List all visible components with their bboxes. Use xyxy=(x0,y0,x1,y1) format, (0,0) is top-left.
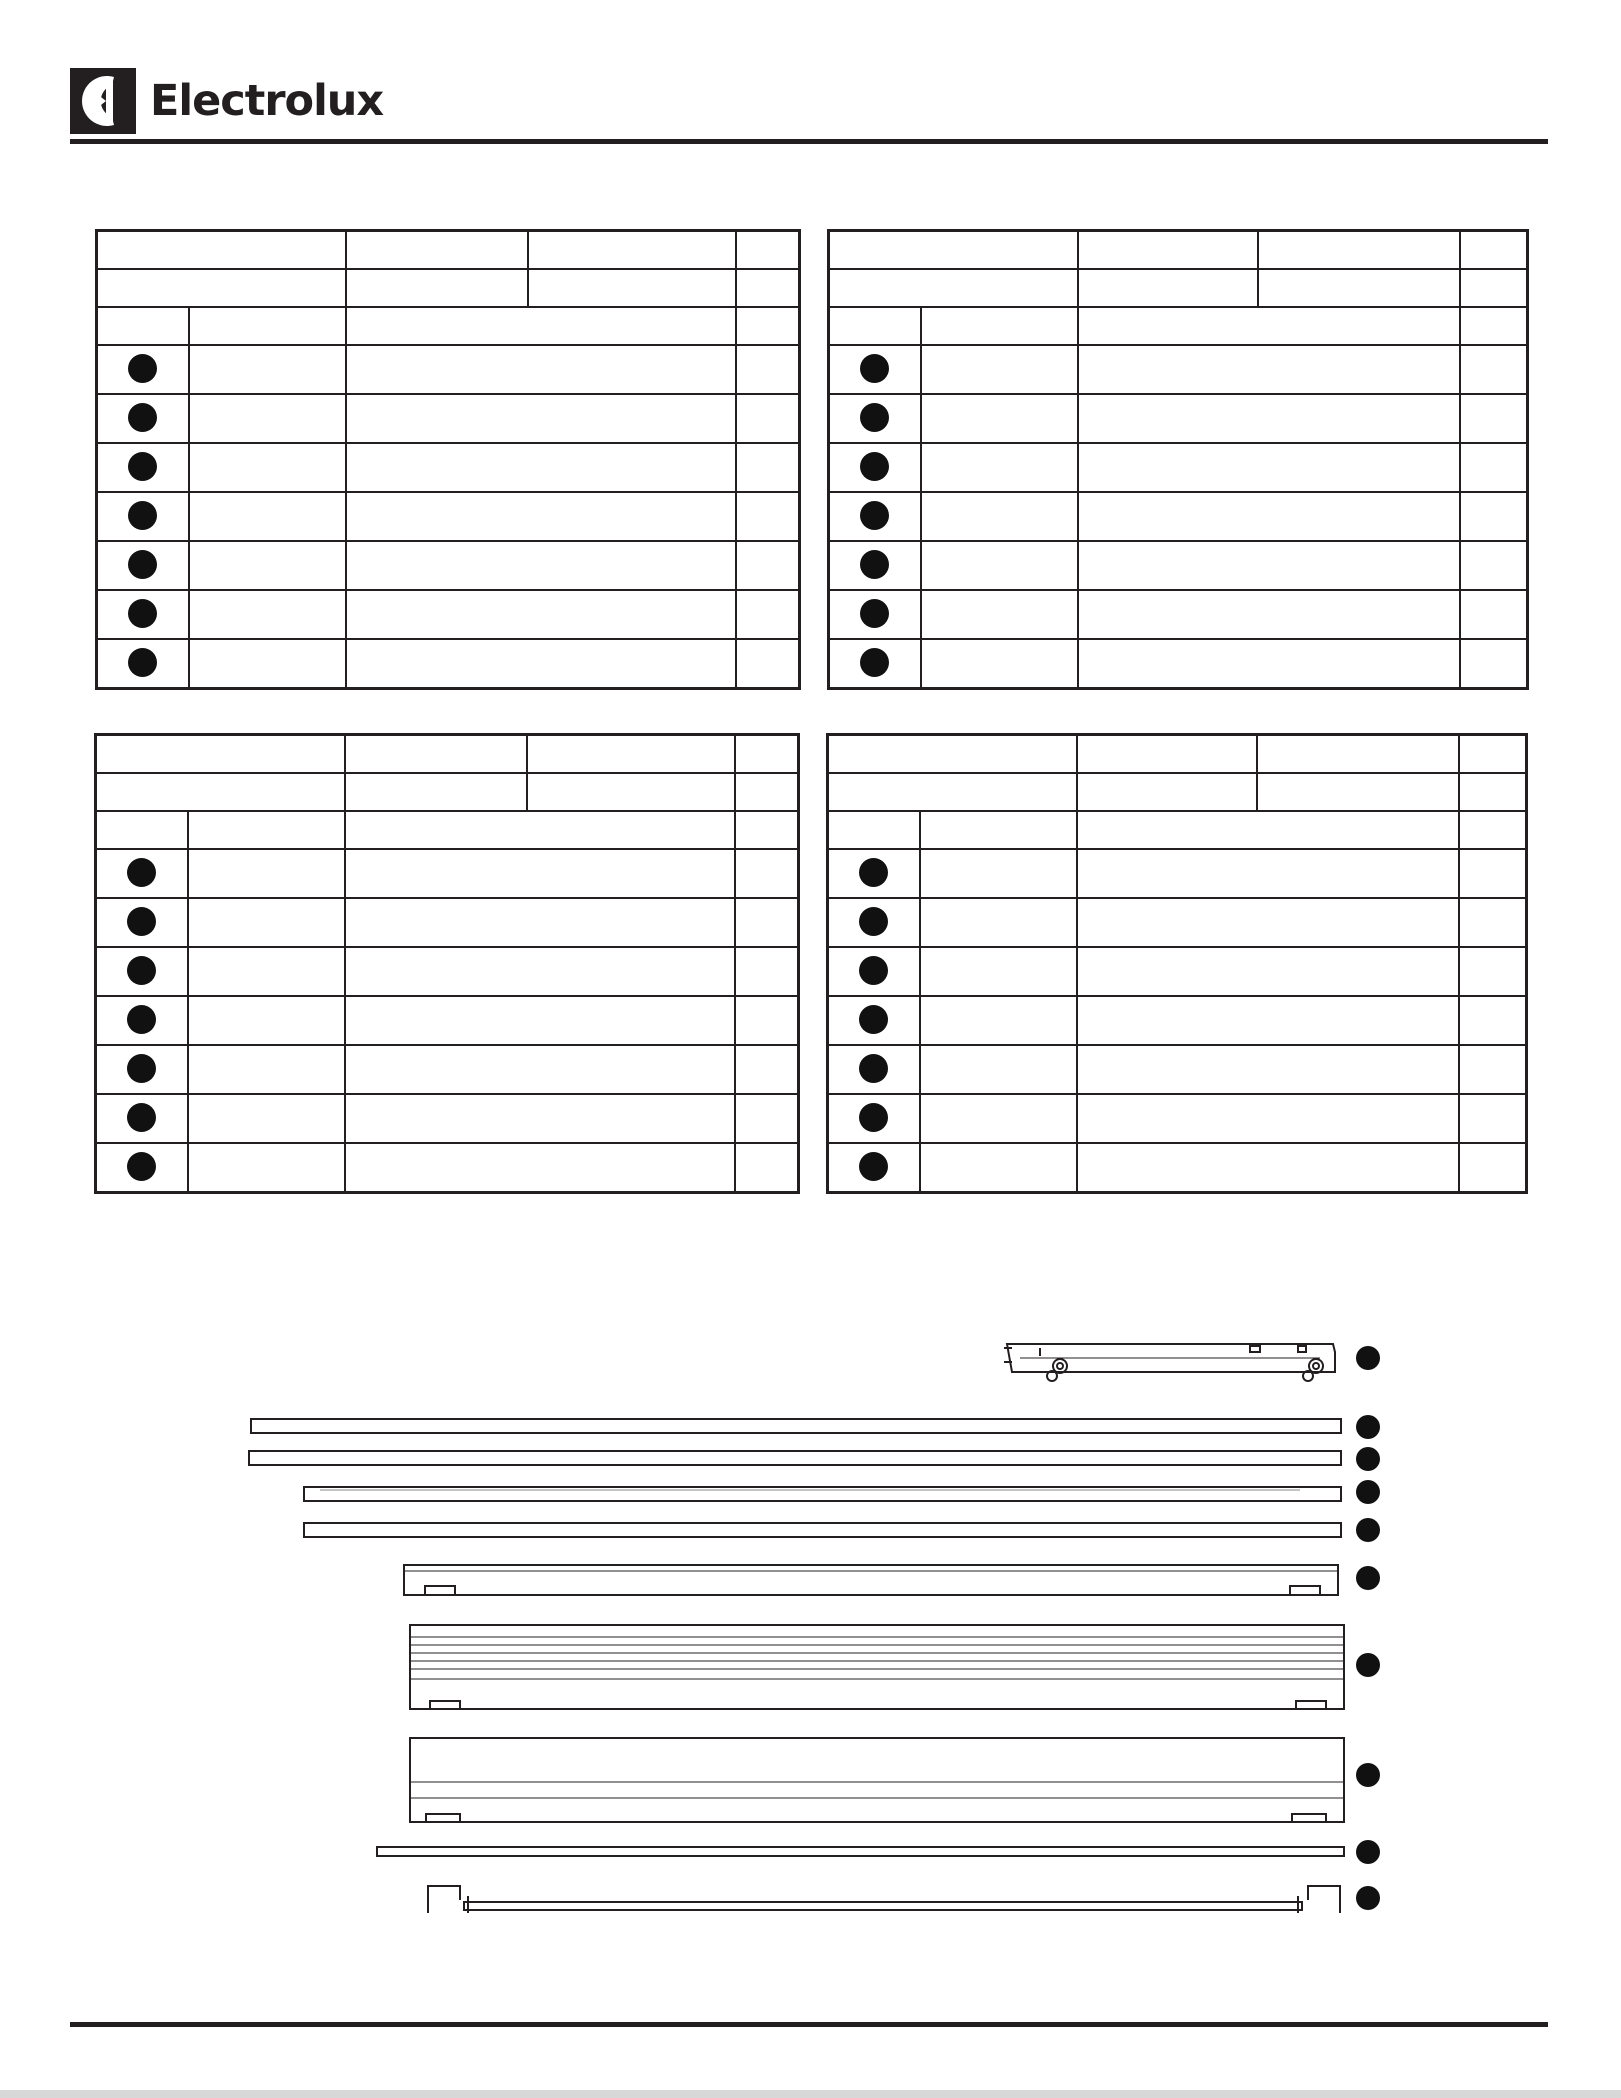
table-row xyxy=(96,849,799,898)
page-header xyxy=(70,68,1548,148)
header-cell xyxy=(1079,270,1259,306)
header-cell xyxy=(96,735,345,774)
grille-panel-part xyxy=(410,1625,1344,1709)
table-row xyxy=(96,898,799,947)
callout-dot xyxy=(859,1054,888,1083)
header-cell xyxy=(528,774,734,810)
table-row xyxy=(828,898,1527,947)
column-header xyxy=(189,307,346,345)
trim-strip-part xyxy=(377,1847,1344,1856)
callout-dot xyxy=(860,648,889,677)
callout-dot xyxy=(128,648,157,677)
table-row xyxy=(829,443,1528,492)
callout-dot xyxy=(127,1103,156,1132)
column-header xyxy=(829,307,921,345)
callout-dot xyxy=(127,1005,156,1034)
long-rail-part-1 xyxy=(251,1419,1341,1433)
header-cell xyxy=(347,232,529,268)
callout-dot xyxy=(860,599,889,628)
table-row xyxy=(96,996,799,1045)
column-header xyxy=(97,307,189,345)
callout-dot xyxy=(1356,1886,1380,1910)
footer-rule xyxy=(70,2022,1548,2027)
callout-dot xyxy=(860,403,889,432)
column-header xyxy=(920,811,1077,849)
callout-dot xyxy=(860,452,889,481)
callout-dot xyxy=(127,1152,156,1181)
electrolux-logo-icon xyxy=(70,68,136,134)
callout-dot xyxy=(859,956,888,985)
header-cell xyxy=(528,736,734,772)
callout-dot xyxy=(860,550,889,579)
table-row xyxy=(96,1143,799,1193)
callout-dot xyxy=(127,956,156,985)
mid-rail-part-1 xyxy=(304,1487,1341,1501)
callout-dot xyxy=(1356,1346,1380,1370)
callout-dot xyxy=(128,501,157,530)
table-row xyxy=(828,947,1527,996)
column-header xyxy=(921,307,1078,345)
table-row xyxy=(828,849,1527,898)
callout-dot xyxy=(859,858,888,887)
table-row xyxy=(828,1045,1527,1094)
header-cell xyxy=(346,774,528,810)
header-cell xyxy=(1078,774,1258,810)
column-header xyxy=(346,307,736,345)
callout-dot xyxy=(1356,1566,1380,1590)
parts-exploded-diagram xyxy=(0,1320,1621,1960)
header-cell xyxy=(529,270,735,306)
table-row xyxy=(97,639,800,689)
header-cell xyxy=(346,736,528,772)
callout-dot xyxy=(128,550,157,579)
front-panel-part xyxy=(410,1738,1344,1822)
column-header xyxy=(1078,307,1460,345)
callout-dot xyxy=(1356,1763,1380,1787)
column-header xyxy=(828,811,920,849)
callout-dot xyxy=(859,907,888,936)
header-cell xyxy=(97,269,346,307)
parts-table-bottom-left xyxy=(94,733,800,1194)
table-row xyxy=(829,590,1528,639)
column-header xyxy=(1460,307,1528,345)
table-row xyxy=(97,541,800,590)
parts-table-bottom-right xyxy=(826,733,1528,1194)
table-row xyxy=(96,1094,799,1143)
callout-dot xyxy=(860,501,889,530)
table-row xyxy=(828,1094,1527,1143)
table-row xyxy=(829,394,1528,443)
header-rule xyxy=(70,139,1548,144)
brand-name: Electrolux xyxy=(150,76,384,126)
table-row xyxy=(829,639,1528,689)
callout-dot xyxy=(1356,1415,1380,1439)
column-header xyxy=(96,811,188,849)
callout-dot xyxy=(1356,1518,1380,1542)
header-cell xyxy=(1078,736,1258,772)
header-cell xyxy=(97,231,346,270)
header-cell xyxy=(1258,774,1458,810)
table-row xyxy=(97,443,800,492)
header-cell xyxy=(529,232,735,268)
base-carriage-part xyxy=(1004,1344,1335,1381)
callout-dot xyxy=(859,1103,888,1132)
mid-rail-part-2 xyxy=(304,1523,1341,1537)
header-cell xyxy=(1079,232,1259,268)
header-cell xyxy=(829,269,1078,307)
column-header xyxy=(1459,811,1527,849)
table-row xyxy=(96,1045,799,1094)
bracket-rod-part xyxy=(428,1886,1340,1913)
callout-dot xyxy=(128,354,157,383)
callout-dot xyxy=(1356,1447,1380,1471)
callout-dot xyxy=(127,858,156,887)
callout-dot xyxy=(1356,1840,1380,1864)
header-cell xyxy=(96,773,345,811)
table-row xyxy=(828,1143,1527,1193)
column-header xyxy=(736,307,800,345)
parts-table-top-right xyxy=(827,229,1529,690)
header-cell xyxy=(1259,270,1459,306)
short-panel-part xyxy=(404,1565,1338,1595)
table-row xyxy=(96,947,799,996)
column-header xyxy=(1077,811,1459,849)
callout-dots xyxy=(1356,1346,1380,1910)
header-cell xyxy=(828,773,1077,811)
header-cell xyxy=(828,735,1077,774)
callout-dot xyxy=(859,1005,888,1034)
parts-table-top-left xyxy=(95,229,801,690)
callout-dot xyxy=(128,403,157,432)
table-row xyxy=(828,996,1527,1045)
callout-dot xyxy=(859,1152,888,1181)
table-row xyxy=(829,345,1528,394)
page-edge-shade xyxy=(0,2090,1621,2098)
table-row xyxy=(97,590,800,639)
long-rail-part-2 xyxy=(249,1451,1341,1465)
table-row xyxy=(97,492,800,541)
table-row xyxy=(829,492,1528,541)
column-header xyxy=(345,811,735,849)
header-cell xyxy=(1258,736,1458,772)
header-cell xyxy=(347,270,529,306)
callout-dot xyxy=(127,907,156,936)
table-row xyxy=(97,345,800,394)
callout-dot xyxy=(127,1054,156,1083)
table-row xyxy=(97,394,800,443)
header-cell xyxy=(1259,232,1459,268)
callout-dot xyxy=(128,452,157,481)
column-header xyxy=(735,811,799,849)
table-row xyxy=(829,541,1528,590)
header-cell xyxy=(829,231,1078,270)
callout-dot xyxy=(1356,1653,1380,1677)
column-header xyxy=(188,811,345,849)
callout-dot xyxy=(860,354,889,383)
callout-dot xyxy=(1356,1480,1380,1504)
callout-dot xyxy=(128,599,157,628)
